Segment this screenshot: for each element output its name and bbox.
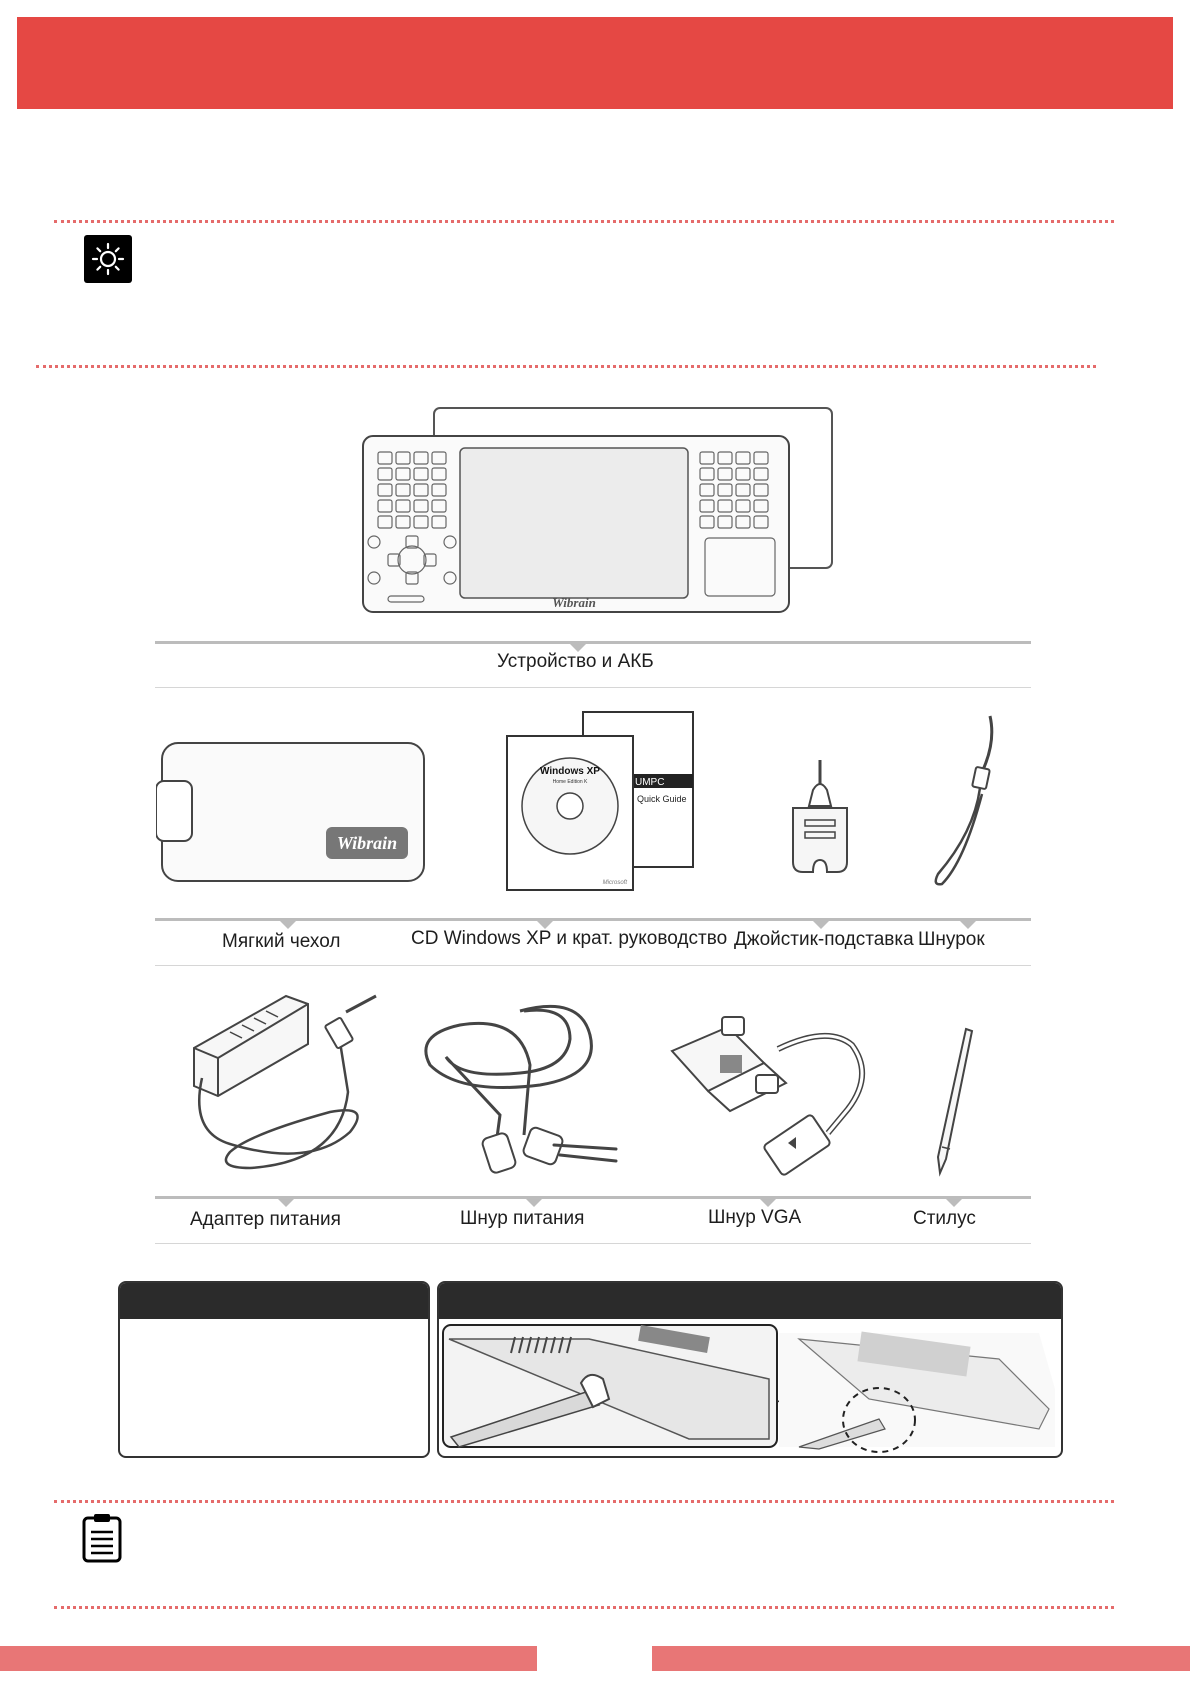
pointer-arrow [813,921,829,929]
item-label-adapter: Адаптер питания [190,1209,341,1230]
item-label-joystick: Джойстик-подставка [734,929,914,950]
pointer-arrow [280,921,296,929]
pointer-arrow [960,921,976,929]
item-label-power-cord: Шнур питания [460,1208,585,1229]
device-brand: Wibrain [552,595,596,610]
pointer-arrow [760,1199,776,1207]
case-brand: Wibrain [336,833,398,853]
item-label-stylus: Стилус [913,1208,976,1229]
divider [54,1606,1114,1609]
item-label-strap: Шнурок [918,929,985,950]
footer-bar-left [0,1646,537,1671]
clipboard-icon [82,1513,122,1568]
header-banner [17,17,1173,109]
pointer-arrow [526,1199,542,1207]
shelf-bottom [155,965,1031,966]
vga-cable-illustration [668,1005,868,1177]
stylus-illustration [928,1025,978,1177]
power-adapter-illustration [190,982,386,1174]
shelf-bottom [155,687,1031,688]
cd-and-guide-illustration [505,710,695,892]
stand-photo-panel [437,1281,1063,1458]
panel-header [120,1283,428,1319]
cd-subtitle: Home Edition K [552,779,588,785]
shelf-bottom [155,1243,1031,1244]
pointer-arrow [278,1199,294,1207]
item-label-vga: Шнур VGA [708,1207,802,1228]
pointer-arrow [946,1199,962,1207]
strap-illustration [924,712,1004,892]
footer-bar-right [652,1646,1190,1671]
power-cord-illustration [420,995,634,1177]
info-panel [118,1281,430,1458]
device-illustration [360,400,840,620]
guide-title: UMPC [635,777,665,788]
divider [36,365,1096,368]
joystick-stand-illustration [783,756,853,876]
divider [54,220,1114,223]
soft-case-illustration [156,735,428,885]
shelf [155,641,1031,644]
divider [54,1500,1114,1503]
stand-usage-illustration [439,1319,1061,1454]
item-label-device: Устройство и АКБ [497,651,654,672]
guide-footer: Microsoft [602,880,627,886]
guide-subtitle: Quick Guide [637,794,687,804]
panel-header [439,1283,1061,1319]
cd-title: Windows XP [540,766,600,777]
item-label-cd: CD Windows XP и крат. руководство [411,928,728,949]
item-label-case: Мягкий чехол [222,931,341,952]
sun-icon [84,235,132,283]
